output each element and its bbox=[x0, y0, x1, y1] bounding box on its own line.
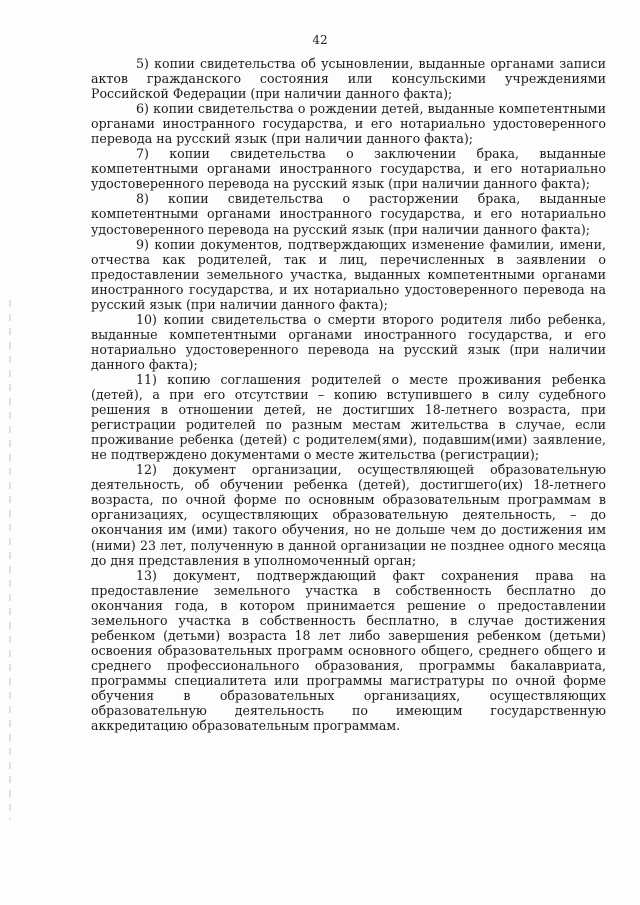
list-item-9: 9) копии документов, подтверждающих изменение фамилии, имени, отчества как родителей, так и лиц, перечисленных в заявлении о предоставлении земельного участка, выданных компетентными органами иностранного государства, и их нотариально удостоверенного перевода на русский язык (при наличии данного факта); bbox=[91, 236, 606, 312]
list-item-10: 10) копии свидетельства о смерти второго родителя либо ребенка, выданные компетентными органами иностранного государства, и его нотариально удостоверенного перевода на русский язык (при наличии данного факта); bbox=[91, 311, 606, 372]
list-item-11: 11) копию соглашения родителей о месте проживания ребенка (детей), а при его отсутствии – копию вступившего в силу судебного решения в отношении детей, не достигших 18-летнего возраста, при регистрации родителей по разным местам жительства в случае, если проживание ребенка (детей) с родителем(ями), подавшим(ими) заявление, не подтверждено документами о месте жительства (регистрации); bbox=[91, 371, 606, 463]
scan-margin-artifact bbox=[9, 300, 11, 820]
list-item-8: 8) копии свидетельства о расторжении брака, выданные компетентными органами иностранного государства, и его нотариально удостоверенного перевода на русский язык (при наличии данного факта); bbox=[91, 191, 606, 237]
list-item-6: 6) копии свидетельства о рождении детей, выданные компетентными органами иностранного государства, и его нотариально удостоверенного перевода на русский язык (при наличии данного факта); bbox=[91, 101, 606, 147]
list-item-7: 7) копии свидетельства о заключении брака, выданные компетентными органами иностранного государства, и его нотариально удостоверенного перевода на русский язык (при наличии данного факта); bbox=[91, 146, 606, 192]
page-number: 42 bbox=[312, 33, 328, 47]
document-body bbox=[91, 56, 606, 733]
list-item-5: 5) копии свидетельства об усыновлении, выданные органами записи актов гражданского состояния или консульскими учреждениями Российской Федерации (при наличии данного факта); bbox=[91, 56, 606, 102]
list-item-12: 12) документ организации, осуществляющей образовательную деятельность, об обучении ребенка (детей), достигшего(их) 18-летнего возраста, по очной форме по основным образовательным программам в организациях, осуществляющих образовательную деятельность, – до окончания им (ими) такого обучения, но не дольше чем до достижения им (ними) 23 лет, полученную в данной организации не позднее одного месяца до дня представления в уполномоченный орган; bbox=[91, 462, 606, 568]
list-item-13: 13) документ, подтверждающий факт сохранения права на предоставление земельного участка в собственность бесплатно до окончания года, в котором принимается решение о предоставлении земельного участка в собственность бесплатно, в случае достижения ребенком (детьми) возраста 18 лет либо завершения ребенком (детьми) освоения образовательных программ основного общего, среднего общего и среднего профессионального образования, программы бакалавриата, программы специалитета или программы магистратуры по очной форме обучения в образовательных организациях, осуществляющих образовательную деятельность по имеющим государственную аккредитацию образовательным программам. bbox=[91, 567, 606, 734]
